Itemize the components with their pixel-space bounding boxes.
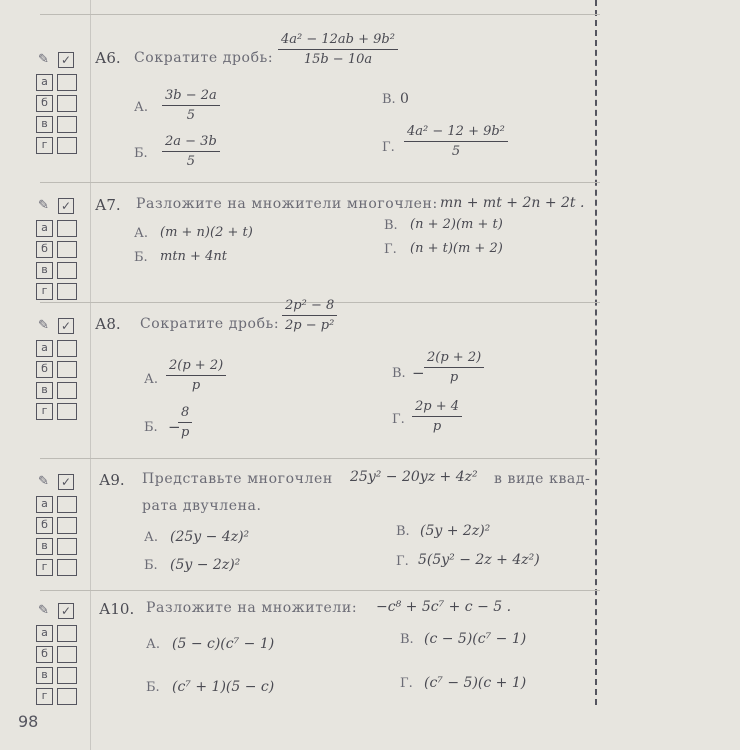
key-letter: г [36, 559, 53, 576]
fraction-numerator: 2(p + 2) [169, 358, 224, 373]
margin-line [90, 0, 91, 750]
answer-box[interactable] [57, 538, 77, 555]
section-divider [40, 14, 600, 15]
option-fraction [166, 358, 226, 393]
option-value: (n + 2)(m + t) [410, 217, 503, 232]
task-number: А9. [99, 471, 125, 489]
page-number: 98 [18, 712, 39, 731]
fraction-denominator: p [166, 375, 226, 393]
answer-box[interactable] [57, 382, 77, 399]
fraction-numerator: 2a − 3b [165, 134, 217, 149]
key-letter: г [36, 137, 53, 154]
key-letter: г [36, 403, 53, 420]
fraction-denominator: p [424, 367, 484, 385]
key-letter: а [36, 496, 53, 513]
key-letter: в [36, 667, 53, 684]
minus-sign: − [412, 364, 425, 382]
fraction-denominator: 5 [162, 151, 220, 169]
minus-sign: − [168, 418, 181, 436]
fraction-denominator: 5 [162, 105, 220, 123]
fraction-denominator: 2p − p² [282, 315, 337, 333]
answer-box[interactable] [57, 137, 77, 154]
fraction-numerator: 4a² − 12ab + 9b² [281, 32, 395, 47]
pencil-icon: ✎ [38, 318, 49, 333]
option-label: А. [146, 637, 160, 652]
answer-box[interactable] [57, 517, 77, 534]
option-value: (c⁷ + 1)(5 − c) [172, 679, 275, 695]
answer-box[interactable] [57, 667, 77, 684]
task-prompt: Сократите дробь: [140, 316, 280, 332]
option-value: (c⁷ − 5)(c + 1) [424, 675, 527, 691]
key-letter: в [36, 116, 53, 133]
pencil-icon: ✎ [38, 474, 49, 489]
answer-box[interactable] [57, 688, 77, 705]
option-fraction [162, 134, 220, 169]
option-fraction [424, 350, 484, 385]
answer-key-a7 [36, 198, 82, 300]
fraction-numerator: 2p² − 8 [285, 298, 335, 313]
task-number: А10. [99, 600, 135, 618]
option-label: В. [382, 92, 396, 107]
key-letter: а [36, 340, 53, 357]
answer-key-a9 [36, 474, 82, 576]
fraction-denominator: p [178, 422, 192, 440]
task-number: А6. [95, 49, 121, 67]
answer-key-a8 [36, 318, 82, 420]
option-fraction [412, 399, 462, 434]
option-label: Б. [146, 680, 160, 695]
option-label: А. [134, 100, 148, 115]
section-divider [40, 590, 600, 591]
option-fraction [162, 88, 220, 123]
section-divider [40, 458, 600, 459]
answer-box[interactable] [57, 116, 77, 133]
option-value: (25y − 4z)² [170, 529, 250, 545]
section-divider [40, 182, 600, 183]
task-prompt: Разложите на множители: [146, 600, 358, 616]
option-value: (5 − c)(c⁷ − 1) [172, 636, 275, 652]
pencil-icon: ✎ [38, 198, 49, 213]
option-value: 0 [400, 91, 409, 107]
answer-box[interactable] [57, 74, 77, 91]
option-label: В. [396, 524, 410, 539]
fraction-numerator: 2(p + 2) [427, 350, 482, 365]
answer-box[interactable] [57, 646, 77, 663]
answer-key-a10 [36, 603, 82, 705]
checkbox-icon[interactable]: ✓ [58, 603, 74, 619]
answer-box[interactable] [57, 95, 77, 112]
pencil-icon: ✎ [38, 52, 49, 67]
key-letter: а [36, 74, 53, 91]
key-letter: а [36, 625, 53, 642]
answer-box[interactable] [57, 361, 77, 378]
task-expression: −c⁸ + 5c⁷ + c − 5 . [376, 599, 512, 615]
task-number: А7. [95, 196, 121, 214]
option-label: А. [144, 372, 158, 387]
option-label: Г. [384, 242, 397, 257]
option-label: Б. [144, 420, 158, 435]
answer-box[interactable] [57, 496, 77, 513]
task-prompt: Разложите на множители многочлен: [136, 196, 438, 212]
option-value: (5y − 2z)² [170, 557, 241, 573]
checkbox-icon[interactable]: ✓ [58, 198, 74, 214]
answer-box[interactable] [57, 262, 77, 279]
answer-box[interactable] [57, 283, 77, 300]
fraction-numerator: 4a² − 12 + 9b² [407, 124, 505, 139]
fraction-denominator: 5 [404, 141, 508, 159]
checkbox-icon[interactable]: ✓ [58, 52, 74, 68]
option-label: Б. [134, 146, 148, 161]
answer-box[interactable] [57, 559, 77, 576]
option-value: (c − 5)(c⁷ − 1) [424, 631, 527, 647]
pencil-icon: ✎ [38, 603, 49, 618]
option-fraction [178, 405, 192, 440]
option-label: В. [384, 218, 398, 233]
key-letter: в [36, 382, 53, 399]
option-label: А. [144, 530, 158, 545]
fraction-denominator: p [412, 416, 462, 434]
fraction-numerator: 8 [181, 405, 190, 420]
key-letter: в [36, 262, 53, 279]
dashed-cut-line [595, 0, 597, 705]
option-value: (n + t)(m + 2) [410, 241, 503, 256]
key-letter: б [36, 241, 53, 258]
key-letter: а [36, 220, 53, 237]
task-prompt: Сократите дробь: [134, 50, 274, 66]
task-fraction [282, 298, 337, 333]
checkbox-icon[interactable]: ✓ [58, 318, 74, 334]
option-value: (5y + 2z)² [420, 523, 491, 539]
answer-box[interactable] [57, 625, 77, 642]
key-letter: б [36, 517, 53, 534]
option-value: (m + n)(2 + t) [160, 225, 253, 240]
task-prompt-tail: в виде квад- [494, 471, 591, 487]
option-label: Г. [400, 676, 413, 691]
fraction-denominator: 15b − 10a [278, 49, 398, 67]
option-label: Б. [144, 558, 158, 573]
task-prompt: Представьте многочлен [142, 471, 333, 487]
option-value: mtn + 4nt [160, 249, 227, 264]
key-letter: б [36, 646, 53, 663]
key-letter: г [36, 688, 53, 705]
option-label: Г. [396, 554, 409, 569]
option-label: А. [134, 226, 148, 241]
task-number: А8. [95, 315, 121, 333]
key-letter: в [36, 538, 53, 555]
answer-box[interactable] [57, 403, 77, 420]
fraction-numerator: 2p + 4 [415, 399, 460, 414]
task-fraction [278, 32, 398, 67]
option-fraction [404, 124, 508, 159]
option-label: Г. [382, 140, 395, 155]
option-value: 5(5y² − 2z + 4z²) [418, 552, 540, 568]
task-expression: 25y² − 20yz + 4z² [350, 469, 478, 485]
option-label: Б. [134, 250, 148, 265]
answer-box[interactable] [57, 340, 77, 357]
key-letter: б [36, 361, 53, 378]
option-label: В. [400, 632, 414, 647]
answer-key-a6 [36, 52, 82, 154]
option-label: В. [392, 366, 406, 381]
checkbox-icon[interactable]: ✓ [58, 474, 74, 490]
key-letter: б [36, 95, 53, 112]
task-prompt-line2: рата двучлена. [142, 498, 262, 514]
answer-box[interactable] [57, 220, 77, 237]
fraction-numerator: 3b − 2a [165, 88, 217, 103]
answer-box[interactable] [57, 241, 77, 258]
task-expression: mn + mt + 2n + 2t . [440, 195, 585, 211]
key-letter: г [36, 283, 53, 300]
option-label: Г. [392, 412, 405, 427]
